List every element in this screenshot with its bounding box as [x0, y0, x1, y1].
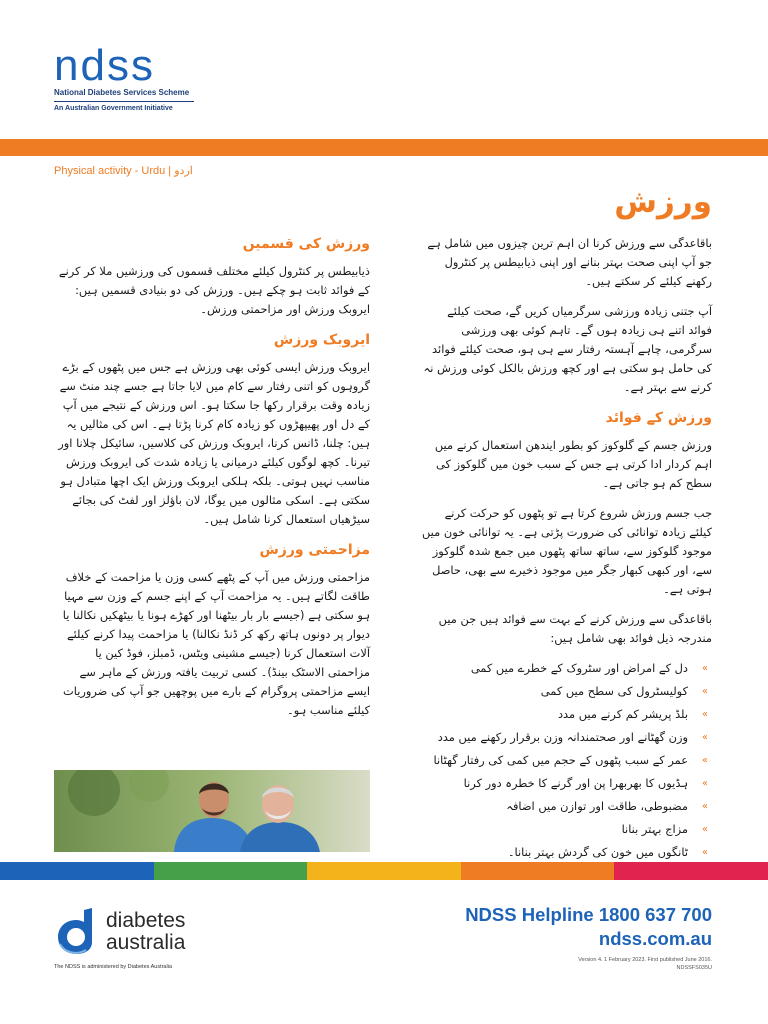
footer-color-stripe	[0, 862, 768, 880]
version-info	[578, 956, 712, 972]
list-item	[420, 774, 712, 793]
list-item-text: ہڈیوں کا بھربھرا پن اور گرنے کا خطرہ دور کرنا	[463, 776, 688, 790]
list-item-text: بلڈ پریشر کم کرنے میں مدد	[557, 707, 688, 721]
right-column	[420, 234, 712, 866]
ndss-logo-word: ndss	[54, 41, 155, 90]
header-color-bar	[0, 139, 768, 156]
stripe-segment-yellow	[307, 862, 461, 880]
list-item-text: دل کے امراض اور سٹروک کے خطرے میں کمی	[470, 661, 688, 675]
list-item	[420, 705, 712, 724]
list-item-text: مضبوطی، طاقت اور توازن میں اضافہ	[506, 799, 688, 813]
document-code: NDSSFS035U	[676, 965, 712, 971]
benefits-paragraph-3: باقاعدگی سے ورزش کرنے کے بہت سے فوائد ہیں جن میں مندرجہ ذیل فوائد بھی شامل ہیں:	[438, 612, 712, 645]
ndss-logo-tagline: National Diabetes Services Scheme	[54, 88, 190, 97]
page-title: ورزش	[614, 184, 712, 220]
benefits-paragraph-1: ورزش جسم کے گلوکوز کو بطور ایندھن استعمال کرنے میں اہم کردار ادا کرتی ہے جس کے سبب خون میں گلوکوز کی سطح کم ہو جاتی ہے۔	[434, 438, 712, 490]
list-item	[420, 728, 712, 747]
exercise-photo	[54, 770, 370, 852]
list-item-text: وزن گھٹانے اور صحتمندانہ وزن برقرار رکھنے میں مدد	[437, 730, 688, 744]
types-heading: ورزش کی قسمیں	[242, 236, 370, 252]
list-item	[420, 751, 712, 770]
diabetes-australia-word-2: australia	[106, 931, 186, 954]
intro-paragraph-2: آپ جتنی زیادہ ورزشی سرگرمیاں کریں گے، صحت کیلئے فوائد اتنے ہی زیادہ ہوں گے۔ تاہم کوئی بھی ورزشی سرگرمی، چاہے آہستہ رفتار سے ہی ہو، صحت کیلئے فوائد کی حامل ہو سکتی ہے اور کچھ ورزش بالکل کوئی ورزش نہ کرنے سے بہتر ہے۔	[423, 304, 712, 394]
left-column	[54, 234, 370, 731]
bullet-chevron-icon: »	[701, 686, 708, 697]
resistance-paragraph: مزاحمتی ورزش میں آپ کے پٹھے کسی وزن یا مزاحمت کے خلاف طاقت لگاتے ہیں۔ یہ مزاحمت آپ کے اپنے جسم کے وزن سے مہیا ہو سکتی ہے (جیسے بار بار بیٹھنا اور کھڑے ہونا یا بیٹھکیں نکالنا یا دیوار پر دونوں ہاتھ رکھ کر ڈنڈ نکالنا) یا مزاحمت پیدا کرنے کیلئے آلات استعمال کرنا (جیسے مشینی ویٹس، ڈمبلز، فوڈ کین یا مزاحمتی الاسٹک بینڈ)۔ کسی تربیت یافتہ ورزش کے ماہر سے ایسے مزاحمتی پروگرام کے بارے میں پوچھیں جو آپ کی ضروریات کیلئے مناسب ہو۔	[62, 570, 370, 717]
diabetes-australia-mark-icon	[54, 908, 98, 954]
benefits-paragraph-2: جب جسم ورزش شروع کرتا ہے تو پٹھوں کو حرکت کرنے کیلئے زیادہ توانائی کی ضرورت پڑتی ہے۔ یہ توانائی خون میں موجود گلوکوز سے، ساتھ ساتھ پٹھوں میں جمع شدہ گلوکوز سے، اور کبھی کبھار جگر میں موجود ذخیرے سے بھی، حاصل ہوتی ہے۔	[422, 506, 712, 596]
photo-illustration	[54, 770, 370, 852]
benefits-list	[420, 659, 712, 862]
aerobic-paragraph: ایروبک ورزش ایسی کوئی بھی ورزش ہے جس میں پٹھوں کے بڑے گروہوں کو اتنی رفتار سے کام میں لایا جاتا ہے جسے چند منٹ سے زیادہ وقت برقرار رکھا جا سکتا ہو۔ اس ورزش کے نتیجے میں آپ کے دل اور پھیپھڑوں کو زیادہ کام کرنا پڑتا ہے۔ اس کی مثالیں یہ ہیں: چلنا، ڈانس کرنا، ایروبک ورزش کی کلاسیں، سائیکل چلانا اور تیرنا۔ کچھ لوگوں کیلئے درمیانی یا زیادہ شدت کی ایروبک ورزش مناسب نہیں ہوتی۔ بلکہ ہلکی ایروبک ورزش ایک اچھا متبادل ہو سکتی ہے۔ اسکی مثالوں میں یوگا، لان باؤلز اور لفٹ کی بجائے سیڑھیاں استعمال کرنا شامل ہیں۔	[58, 360, 370, 526]
list-item	[420, 682, 712, 701]
bullet-chevron-icon: »	[701, 755, 708, 766]
list-item-text: عمر کے سبب پٹھوں کے حجم میں کمی کی رفتار گھٹانا	[433, 753, 688, 767]
bullet-chevron-icon: »	[701, 778, 708, 789]
list-item	[420, 797, 712, 816]
version-text: Version 4. 1 February 2023. First published June 2016.	[578, 957, 712, 963]
administration-note: The NDSS is administered by Diabetes Australia	[54, 964, 172, 970]
stripe-segment-orange	[461, 862, 615, 880]
list-item-text: مزاج بہتر بنانا	[621, 822, 688, 836]
bullet-chevron-icon: »	[701, 847, 708, 858]
list-item-text: ٹانگوں میں خون کی گردش بہتر بنانا۔	[507, 845, 688, 859]
list-item	[420, 843, 712, 862]
diabetes-australia-word-1: diabetes	[106, 909, 186, 932]
breadcrumb: Physical activity - Urdu | اردو	[54, 165, 193, 177]
helpline-number: NDSS Helpline 1800 637 700	[465, 904, 712, 925]
ndss-logo	[54, 41, 254, 112]
types-paragraph: ذیابیطس پر کنٹرول کیلئے مختلف قسموں کی ورزشیں ملا کر کرنے کے فوائد ثابت ہو چکے ہیں۔ ورزش کی دو بنیادی قسمیں ہیں: ایروبک ورزش اور مزاحمتی ورزش۔	[58, 264, 370, 316]
bullet-chevron-icon: »	[701, 663, 708, 674]
benefits-heading: ورزش کے فوائد	[605, 410, 712, 426]
aerobic-heading: ایروبک ورزش	[273, 332, 370, 348]
logo-divider	[54, 101, 194, 102]
ndss-logo-subline: An Australian Government Initiative	[54, 105, 173, 112]
website-link[interactable]: ndss.com.au	[598, 928, 712, 949]
bullet-chevron-icon: »	[701, 824, 708, 835]
stripe-segment-green	[154, 862, 308, 880]
bullet-chevron-icon: »	[701, 801, 708, 812]
list-item	[420, 820, 712, 839]
bullet-chevron-icon: »	[701, 709, 708, 720]
list-item-text: کولیسٹرول کی سطح میں کمی	[540, 684, 688, 698]
resistance-heading: مزاحمتی ورزش	[259, 542, 370, 558]
stripe-segment-red	[614, 862, 768, 880]
diabetes-australia-logo	[54, 908, 274, 958]
stripe-segment-blue	[0, 862, 154, 880]
bullet-chevron-icon: »	[701, 732, 708, 743]
list-item	[420, 659, 712, 678]
intro-paragraph-1: باقاعدگی سے ورزش کرنا ان اہم ترین چیزوں میں شامل ہے جو آپ اپنی صحت بہتر بنانے اور اپنی ذیابیطس پر کنٹرول رکھنے کیلئے کر سکتے ہیں۔	[427, 236, 712, 288]
